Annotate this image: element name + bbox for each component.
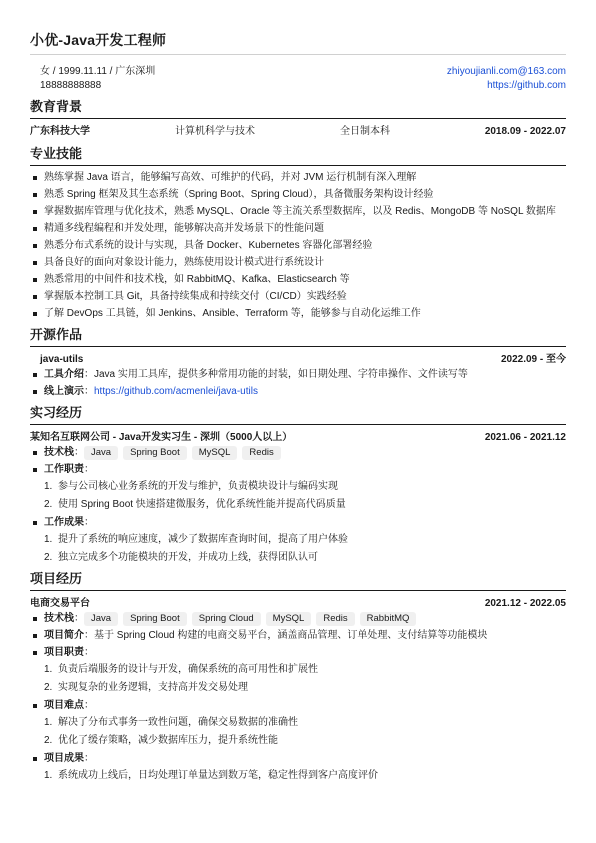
education-row <box>30 124 566 140</box>
skills-title: 专业技能 <box>30 146 83 161</box>
project-date: 2021.12 - 2022.05 <box>484 598 566 609</box>
candidate-name: 小优-Java开发工程师 <box>30 32 167 48</box>
tech-tag: Spring Cloud <box>192 612 261 626</box>
tech-tag: Redis <box>242 446 280 460</box>
item-number: 1. <box>44 534 53 545</box>
demo-colon: ： <box>84 386 94 397</box>
skill-item: 精通多线程编程和并发处理，能够解决高并发场景下的性能问题 <box>30 222 566 236</box>
skill-item: 掌握版本控制工具 Git，具备持续集成和持续交付（CI/CD）实践经验 <box>30 290 566 304</box>
opensource-header <box>30 352 566 368</box>
item-number: 2. <box>44 735 53 746</box>
project-results <box>30 752 566 766</box>
internship-title: 实习经历 <box>30 405 83 420</box>
list-item <box>44 533 566 547</box>
demo-link[interactable]: https://github.com/acmenlei/java-utils <box>94 386 258 397</box>
item-number: 2. <box>44 682 53 693</box>
results-label: 项目成果 <box>44 753 84 764</box>
tech-tag: Java <box>84 612 118 626</box>
intro-label: 项目简介 <box>44 630 84 641</box>
stack-colon: ： <box>74 613 84 624</box>
school-name: 广东科技大学 <box>30 126 90 137</box>
internship-header <box>30 430 566 446</box>
internship-date: 2021.06 - 2021.12 <box>484 432 566 443</box>
project-difficulty-header <box>30 699 566 713</box>
project-results-list <box>30 769 566 783</box>
section-divider <box>30 165 566 166</box>
stack-label: 技术栈 <box>44 447 74 458</box>
tech-tag: RabbitMQ <box>360 612 417 626</box>
item-text: 实现复杂的业务逻辑，支持高并发交易处理 <box>58 682 248 693</box>
contact-left <box>30 65 155 93</box>
internship-results-list <box>30 533 566 565</box>
section-divider <box>30 118 566 119</box>
duties-colon: ： <box>84 464 94 475</box>
skill-item: 具备良好的面向对象设计能力，熟练使用设计模式进行系统设计 <box>30 256 566 270</box>
internship-duties <box>30 463 566 477</box>
item-number: 1. <box>44 770 53 781</box>
item-text: 参与公司核心业务系统的开发与维护，负责模块设计与编码实现 <box>58 481 338 492</box>
opensource-name: java-utils <box>40 354 84 365</box>
list-item <box>44 663 566 677</box>
duties-label: 项目职责 <box>44 647 84 658</box>
opensource-intro <box>30 368 566 382</box>
list-item <box>44 480 566 494</box>
item-number: 1. <box>44 481 53 492</box>
item-text: 优化了缓存策略，减少数据库压力，提升系统性能 <box>58 735 278 746</box>
skill-item: 掌握数据库管理与优化技术，熟悉 MySQL、Oracle 等主流关系型数据库，以及 Redis、MongoDB 等 NoSQL 数据库 <box>30 205 566 219</box>
list-item <box>44 498 566 512</box>
project-title: 项目经历 <box>30 571 83 586</box>
intro-text: ：Java 实用工具库，提供多种常用功能的封装，如日期处理、字符串操作、文件读写等 <box>84 369 468 380</box>
internship-results-header <box>30 516 566 530</box>
item-number: 2. <box>44 499 53 510</box>
project-header <box>30 596 566 612</box>
list-item <box>44 734 566 748</box>
difficulty-label: 项目难点 <box>44 700 84 711</box>
opensource-details <box>30 368 566 399</box>
project-stack <box>30 612 566 626</box>
header-divider <box>30 54 566 55</box>
tech-tag: Spring Boot <box>123 612 187 626</box>
section-divider <box>30 590 566 591</box>
skill-item: 熟悉分布式系统的设计与实现，具备 Docker、Kubernetes 容器化部署经验 <box>30 239 566 253</box>
tech-tag: Java <box>84 446 118 460</box>
results-colon: ： <box>84 753 94 764</box>
internship-results <box>30 516 566 530</box>
item-text: 使用 Spring Boot 快速搭建微服务，优化系统性能并提高代码质量 <box>58 499 346 510</box>
tech-tag: MySQL <box>192 446 238 460</box>
internship-stack <box>30 446 566 460</box>
duties-colon: ： <box>84 647 94 658</box>
skill-item: 熟练掌握 Java 语言，能够编写高效、可维护的代码，并对 JVM 运行机制有深入理解 <box>30 171 566 185</box>
email-link[interactable]: zhiyoujianli.com@163.com <box>446 66 566 77</box>
skills-list <box>30 171 566 321</box>
item-text: 提升了系统的响应速度，减少了数据库查询时间，提高了用户体验 <box>58 534 348 545</box>
tech-tag: Redis <box>316 612 354 626</box>
item-text: 系统成功上线后，日均处理订单量达到数万笔，稳定性得到客户高度评价 <box>58 770 378 781</box>
project-difficulties <box>30 699 566 713</box>
phone-number: 18888888888 <box>40 80 102 91</box>
website-link[interactable]: https://github.com <box>487 80 566 91</box>
results-label: 工作成果 <box>44 517 84 528</box>
item-text: 解决了分布式事务一致性问题，确保交易数据的准确性 <box>58 717 298 728</box>
project-name: 电商交易平台 <box>30 598 90 609</box>
project-duties-list <box>30 663 566 695</box>
contact-right <box>447 65 566 93</box>
list-item <box>44 769 566 783</box>
opensource-date: 2022.09 - 至今 <box>500 354 566 365</box>
item-text: 独立完成多个功能模块的开发，并成功上线，获得团队认可 <box>58 552 318 563</box>
opensource-title: 开源作品 <box>30 327 83 342</box>
stack-colon: ： <box>74 447 84 458</box>
item-text: 负责后端服务的设计与开发，确保系统的高可用性和扩展性 <box>58 664 318 675</box>
internship-duties-list <box>30 480 566 512</box>
opensource-demo <box>30 385 566 399</box>
project-difficulty-list <box>30 716 566 748</box>
section-divider <box>30 424 566 425</box>
project-details <box>30 612 566 660</box>
tech-tag: Spring Boot <box>123 446 187 460</box>
item-number: 2. <box>44 552 53 563</box>
list-item <box>44 551 566 565</box>
results-colon: ： <box>84 517 94 528</box>
intro-label: 工具介绍 <box>44 369 84 380</box>
skill-item: 了解 DevOps 工具链，如 Jenkins、Ansible、Terraform 等，能够参与自动化运维工作 <box>30 307 566 321</box>
internship-heading: 某知名互联网公司 - Java开发实习生 - 深圳（5000人以上） <box>30 432 293 443</box>
intro-text: ：基于 Spring Cloud 构建的电商交易平台，涵盖商品管理、订单处理、支付结算等功能模块 <box>84 630 488 641</box>
item-number: 1. <box>44 664 53 675</box>
project-intro <box>30 629 566 643</box>
project-results-header <box>30 752 566 766</box>
internship-details <box>30 446 566 477</box>
resume-page <box>30 30 566 787</box>
study-type: 全日制本科 <box>340 126 390 137</box>
tech-tag: MySQL <box>266 612 312 626</box>
skill-item: 熟悉常用的中间件和技术栈，如 RabbitMQ、Kafka、Elasticsearch 等 <box>30 273 566 287</box>
difficulty-colon: ： <box>84 700 94 711</box>
education-date: 2018.09 - 2022.07 <box>484 126 566 137</box>
project-duties <box>30 646 566 660</box>
gender-birth-location: 女 / 1999.11.11 / 广东深圳 <box>40 66 156 77</box>
list-item <box>44 681 566 695</box>
demo-label: 线上演示 <box>44 386 84 397</box>
major: 计算机科学与技术 <box>175 126 255 137</box>
item-number: 1. <box>44 717 53 728</box>
stack-label: 技术栈 <box>44 613 74 624</box>
duties-label: 工作职责 <box>44 464 84 475</box>
contact-block <box>30 65 566 93</box>
section-divider <box>30 346 566 347</box>
list-item <box>44 716 566 730</box>
education-title: 教育背景 <box>30 99 83 114</box>
skill-item: 熟悉 Spring 框架及其生态系统（Spring Boot、Spring Cloud），具备微服务架构设计经验 <box>30 188 566 202</box>
